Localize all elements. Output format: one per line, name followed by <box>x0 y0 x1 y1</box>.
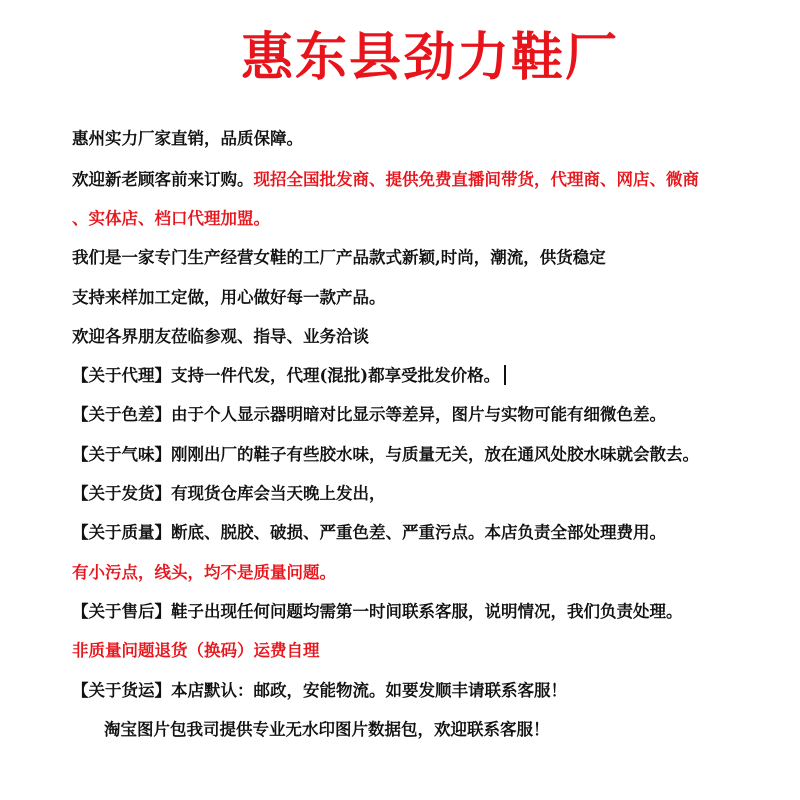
text-cursor <box>504 365 506 385</box>
text-line-visit: 欢迎各界朋友莅临参观、指导、业务洽谈 <box>72 327 369 346</box>
agency-text: 【关于代理】支持一件代发，代理(混批)都享受批发价格。 <box>72 366 501 385</box>
text-line-recruit-cont: 、实体店、档口代理加盟。 <box>72 209 270 228</box>
text-line-minor-defects: 有小污点，线头，均不是质量问题。 <box>72 563 336 582</box>
text-line-factory: 我们是一家专门生产经营女鞋的工厂产品款式新颖,时尚，潮流，供货稳定 <box>72 248 606 267</box>
text-line-shipping: 【关于发货】有现货仓库会当天晚上发出， <box>72 484 386 503</box>
text-line-return-policy: 非质量问题退货（换码）运费自理 <box>72 641 320 660</box>
text-line-quality: 【关于质量】断底、脱胶、破损、严重色差、严重污点。本店负责全部处理费用。 <box>72 523 666 542</box>
recruit-text: 现招全国批发商、提供免费直播间带货，代理商、网店、微商 <box>253 170 699 189</box>
text-line-welcome <box>72 168 699 192</box>
text-line-intro: 惠州实力厂家直销，品质保障。 <box>72 129 303 148</box>
welcome-text: 欢迎新老顾客前来订购。 <box>72 170 254 189</box>
page-title: 惠东县劲力鞋厂 <box>241 27 620 88</box>
text-line-freight: 【关于货运】本店默认：邮政，安能物流。如要发顺丰请联系客服！ <box>72 681 567 700</box>
text-line-custom: 支持来样加工定做，用心做好每一款产品。 <box>72 288 386 307</box>
text-line-agency <box>72 364 506 388</box>
text-line-after-sales: 【关于售后】鞋子出现任何问题均需第一时间联系客服，说明情况，我们负责处理。 <box>72 602 683 621</box>
text-line-color-diff: 【关于色差】由于个人显示器明暗对比显示等差异，图片与实物可能有细微色差。 <box>72 405 666 424</box>
text-line-image-pack: 淘宝图片包我司提供专业无水印图片数据包，欢迎联系客服！ <box>104 720 550 739</box>
text-line-smell: 【关于气味】刚刚出厂的鞋子有些胶水味，与质量无关，放在通风处胶水味就会散去。 <box>72 445 699 464</box>
